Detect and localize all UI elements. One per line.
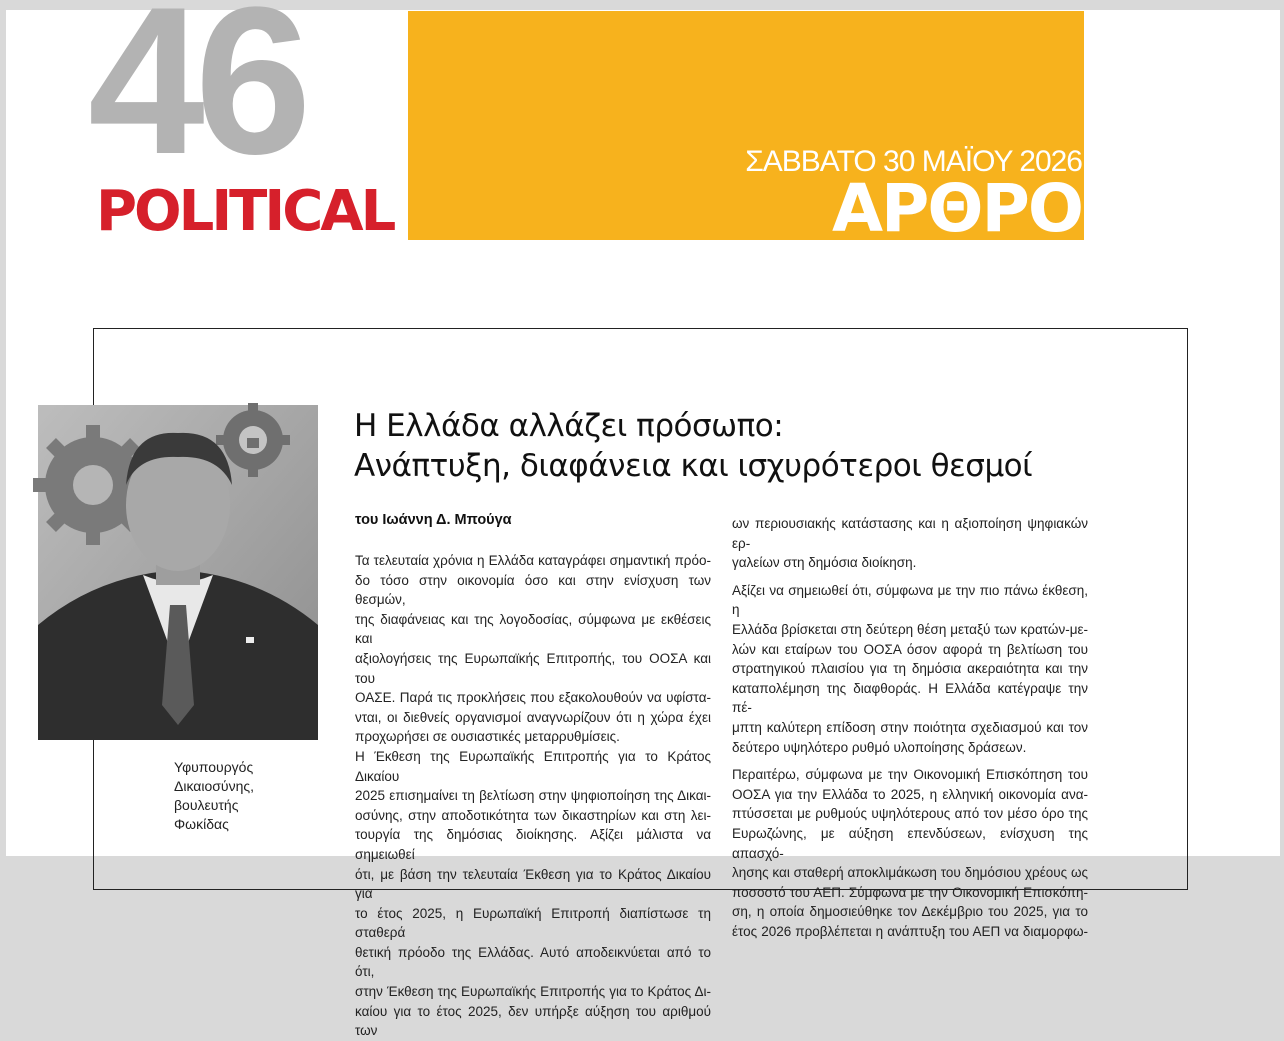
section-title: POLITICAL xyxy=(96,179,394,244)
issue-date: ΣΑΒΒΑΤΟ 30 ΜΑΪΟΥ 2026 xyxy=(745,145,1082,178)
author-photo xyxy=(38,405,318,740)
article-column-2: ων περιουσιακής κατάστασης και η αξιοποίηση ψηφιακών ερ- γαλείων στη δημόσια διοίκηση. Αξίζει να σημειωθεί ότι, σύμφωνα με την πιο πάνω έκθεση, η Ελλάδα βρίσκεται στη δεύτερη θέση μεταξύ των κρατών-με- λών και εταίρων του ΟΟΣΑ όσον αφορά τη βελτίωση του στρατηγικού πλαισίου για τη δημόσια ακεραιότητα και την καταπολέμηση της διαφθοράς. Η Ελλάδα κατέγραψε την πέ- μπτη καλύτερη επίδοση στην ποιότητα σχεδιασμού και τον δεύτερο υψηλότερο ρυθμό υλοποίησης δράσεων. Περαιτέρω, σύμφωνα με την Οικονομική Επισκόπηση του ΟΟΣΑ για την Ελλάδα το 2025, η ελληνική οικονομία ανα- πτύσσεται με ρυθμούς υψηλότερους από τον μέσο όρο της Ευρωζώνης, με αύξηση επενδύσεων, ενίσχυση της απασχό- λησης και σταθερή αποκλιμάκωση του δημόσιου χρέους ως ποσοστό του ΑΕΠ. Σύμφωνα με την Οικονομική Επισκόπη- ση, η οποία δημοσιεύθηκε τον Δεκέμβριο του 2025, για το έτος 2026 προβλέπεται η ανάπτυξη του ΑΕΠ να διαμορφω- xyxy=(732,516,1088,939)
article-headline: Η Ελλάδα αλλάζει πρόσωπο: Ανάπτυξη, διαφάνεια και ισχυρότεροι θεσμοί xyxy=(354,408,1033,484)
article-byline: του Ιωάννη Δ. Μπούγα xyxy=(355,512,512,528)
lock-icon xyxy=(247,438,259,448)
article-column-1: Τα τελευταία χρόνια η Ελλάδα καταγράφει σημαντική πρόο- δο τόσο στην οικονομία όσο και στην ενίσχυση των θεσμών, της διαφάνειας και της λογοδοσίας, σύμφωνα με εκθέσεις και αξιολογήσεις της Ευρωπαϊκής Επιτροπής, του ΟΟΣΑ και του ΟΑΣΕ. Παρά τις προκλήσεις που εξακολουθούν να υφίστα- νται, οι διεθνείς οργανισμοί αναγνωρίζουν ότι η χώρα έχει προχωρήσει σε ουσιαστικές μεταρρυθμίσεις. Η Έκθεση της Ευρωπαϊκής Επιτροπής για το Κράτος Δικαίου 2025 επισημαίνει τη βελτίωση στην ψηφιοποίηση της Δικαι- οσύνης, στην αποδοτικότητα των δικαστηρίων και στη λει- τουργία της δημόσιας διοίκησης. Αξίζει μάλιστα να σημειωθεί ότι, με βάση την τελευταία Έκθεση για το Κράτος Δικαίου για το έτος 2025, η Ευρωπαϊκή Επιτροπή διαπίστωσε τη σταθερά θετική πρόοδο της Ελλάδας. Αυτό αποδεικνύεται από το ότι, στην Έκθεση της Ευρωπαϊκής Επιτροπής για το Κράτος Δι- καίου για το έτος 2025, δεν υπήρξε αύξηση του αριθμού των xyxy=(355,553,711,1039)
flag-pin-icon xyxy=(246,637,254,643)
newspaper-page xyxy=(6,0,1280,1039)
author-portrait xyxy=(38,405,318,740)
header-banner xyxy=(408,11,1084,247)
photo-caption: Υφυπουργός Δικαιοσύνης, βουλευτής Φωκίδας xyxy=(174,759,255,832)
category-label: ΑΡΘΡΟ xyxy=(831,170,1082,247)
page-number: 46 xyxy=(88,0,302,198)
